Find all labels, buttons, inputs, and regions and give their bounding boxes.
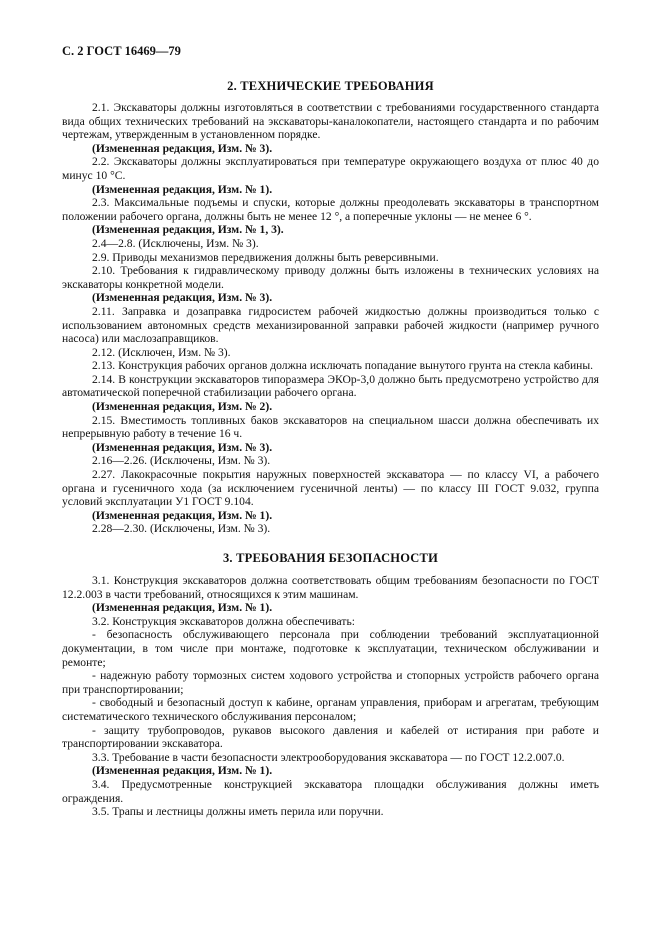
section-body-technical-requirements xyxy=(62,101,599,536)
clause-2-1: 2.1. Экскаваторы должны изготовляться в соответствии с требованиями государственного стандарта вида общих технических требований на экскаваторы-каналокопатели, настоящего стандарта и по рабочим чертежам, утвержденным в установленном порядке. xyxy=(62,101,599,142)
section-title-technical-requirements: 2. ТЕХНИЧЕСКИЕ ТРЕБОВАНИЯ xyxy=(227,79,434,93)
clause-2-9: 2.9. Приводы механизмов передвижения должны быть реверсивными. xyxy=(92,250,439,264)
amendment-note: (Измененная редакция, Изм. № 1). xyxy=(92,601,273,615)
clause-3-5: 3.5. Трапы и лестницы должны иметь перила или поручни. xyxy=(92,805,384,819)
list-item: - свободный и безопасный доступ к кабине, органам управления, приборам и агрегатам, требующим систематического технического обслуживания персоналом; xyxy=(62,696,599,723)
clause-2-27: 2.27. Лакокрасочные покрытия наружных поверхностей экскаватора — по классу VI, а рабочего органа и гусеничного хода (за исключением гусеничной ленты) — по классу III ГОСТ 9.032, группа условий эксплуатации У1 ГОСТ 9.104. xyxy=(62,468,599,509)
section-title-safety-requirements: 3. ТРЕБОВАНИЯ БЕЗОПАСНОСТИ xyxy=(222,551,438,565)
clause-2-28-2-30: 2.28—2.30. (Исключены, Изм. № 3). xyxy=(92,522,271,536)
amendment-note: (Измененная редакция, Изм. № 3). xyxy=(92,440,273,454)
clause-3-4: 3.4. Предусмотренные конструкцией экскаватора площадки обслуживания должны иметь ограждения. xyxy=(62,777,599,805)
amendment-note: (Измененная редакция, Изм. № 1). xyxy=(92,764,273,778)
amendment-note: (Измененная редакция, Изм. № 3). xyxy=(92,291,273,305)
clause-2-2: 2.2. Экскаваторы должны эксплуатироваться при температуре окружающего воздуха от плюс 40 до минус 10 °С. xyxy=(62,155,599,182)
clause-3-3: 3.3. Требование в части безопасности электрооборудования экскаватора — по ГОСТ 12.2.007.0. xyxy=(92,750,565,764)
clause-2-11: 2.11. Заправка и дозаправка гидросистем рабочей жидкостью должны производиться только с использованием автономных средств механизированной заправки рабочей жидкости (например ручного насоса) или маслозаправщиков. xyxy=(62,304,599,346)
list-item: - надежную работу тормозных систем ходового устройства и стопорных устройств рабочего органа при транспортировании; xyxy=(62,669,599,696)
clause-2-16-2-26: 2.16—2.26. (Исключены, Изм. № 3). xyxy=(92,454,271,468)
amendment-note: (Измененная редакция, Изм. № 2). xyxy=(92,400,273,414)
clause-2-4-2-8: 2.4—2.8. (Исключены, Изм. № 3). xyxy=(92,236,259,250)
list-item: - защиту трубопроводов, рукавов высокого давления и кабелей от истирания при работе и транспортировании экскаватора. xyxy=(62,723,599,751)
clause-2-15: 2.15. Вместимость топливных баков экскаваторов на специальном шасси должна обеспечивать их непрерывную работу в течение 16 ч. xyxy=(62,413,599,441)
list-item: - безопасность обслуживающего персонала при соблюдении требований эксплуатационной документации, в том числе при монтаже, подготовке к эксплуатации, техническом обслуживании и ремонте; xyxy=(62,628,599,669)
amendment-note: (Измененная редакция, Изм. № 1, 3). xyxy=(92,223,284,237)
clause-2-14: 2.14. В конструкции экскаваторов типоразмера ЭКОр-3,0 должно быть предусмотрено устройство для автоматической поперечной стабилизации рабочего органа. xyxy=(62,372,599,400)
page-header: С. 2 ГОСТ 16469—79 xyxy=(62,44,181,58)
clause-2-3: 2.3. Максимальные подъемы и спуски, которые должны преодолевать экскаваторы в транспортном положении рабочего органа, должны быть не менее 12 °, а поперечные уклоны — не менее 6 °. xyxy=(62,196,599,223)
section-body-safety-requirements xyxy=(62,574,599,819)
clause-2-13: 2.13. Конструкция рабочих органов должна исключать попадание вынутого грунта на стекла кабины. xyxy=(92,359,594,373)
clause-2-12: 2.12. (Исключен, Изм. № 3). xyxy=(92,345,231,359)
clause-3-2: 3.2. Конструкция экскаваторов должна обеспечивать: xyxy=(92,614,355,628)
clause-2-10: 2.10. Требования к гидравлическому приводу должны быть изложены в технических условиях на экскаваторы конкретной модели. xyxy=(62,264,599,291)
amendment-note: (Измененная редакция, Изм. № 3). xyxy=(92,141,273,155)
clause-3-1: 3.1. Конструкция экскаваторов должна соответствовать общим требованиям безопасности по ГОСТ 12.2.003 в части требований, относящихся к этим машинам. xyxy=(62,574,599,601)
amendment-note: (Измененная редакция, Изм. № 1). xyxy=(92,182,273,196)
amendment-note: (Измененная редакция, Изм. № 1). xyxy=(92,508,273,522)
